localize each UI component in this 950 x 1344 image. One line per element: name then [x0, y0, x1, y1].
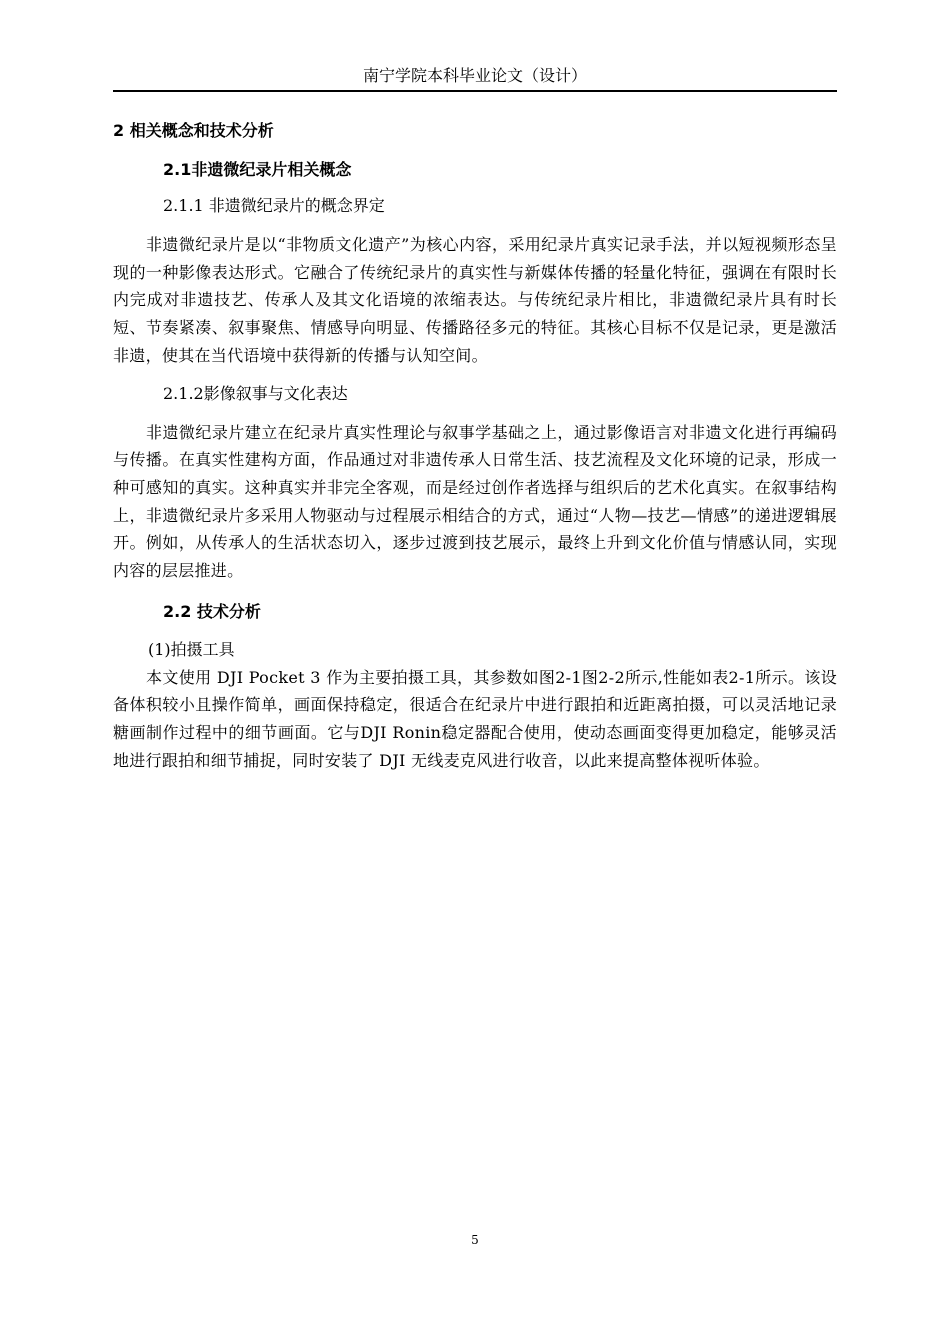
section-heading-2-1: 2.1非遗微纪录片相关概念 — [163, 160, 352, 179]
chapter-heading: 2 相关概念和技术分析 — [113, 121, 274, 140]
item-label-shooting-tools: (1)拍摄工具 — [148, 639, 235, 659]
paragraph-2-1-1: 非遗微纪录片是以“非物质文化遗产”为核心内容，采用纪录片真实记录手法，并以短视频形态呈现的一种影像表达形式。它融合了传统纪录片的真实性与新媒体传播的轻量化特征，强调在有限时长内完成对非遗技艺、传承人及其文化语境的浓缩表达。与传统纪录片相比，非遗微纪录片具有时长短、节奏紧凑、叙事聚焦、情感导向明显、传播路径多元的特征。其核心目标不仅是记录，更是激活非遗，使其在当代语境中获得新的传播与认知空间。 — [113, 235, 837, 365]
paragraph-2-1-2: 非遗微纪录片建立在纪录片真实性理论与叙事学基础之上，通过影像语言对非遗文化进行再编码与传播。在真实性建构方面，作品通过对非遗传承人日常生活、技艺流程及文化环境的记录，形成一种可感知的真实。这种真实并非完全客观，而是经过创作者选择与组织后的艺术化真实。在叙事结构上，非遗微纪录片多采用人物驱动与过程展示相结合的方式，通过“人物—技艺—情感”的递进逻辑展开。例如，从传承人的生活状态切入，逐步过渡到技艺展示，最终上升到文化价值与情感认同，实现内容的层层推进。 — [113, 422, 837, 581]
page-number: 5 — [471, 1233, 479, 1247]
document-body — [113, 112, 837, 775]
paragraph-shooting-tools: 本文使用 DJI Pocket 3 作为主要拍摄工具，其参数如图2-1图2-2所示,性能如表2-1所示。该设备体积较小且操作简单，画面保持稳定，很适合在纪录片中进行跟拍和近距离拍摄，可以灵活地记录糖画制作过程中的细节画面。它与DJI Ronin稳定器配合使用，使动态画面变得更加稳定，能够灵活地进行跟拍和细节捕捉，同时安装了 DJI 无线麦克风进行收音，以此来提高整体视听体验。 — [113, 667, 837, 770]
header-title: 南宁学院本科毕业论文（设计） — [362, 66, 587, 85]
page-header — [113, 62, 837, 92]
subsection-heading-2-1-2: 2.1.2影像叙事与文化表达 — [163, 383, 348, 403]
subsection-heading-2-1-1: 2.1.1 非遗微纪录片的概念界定 — [163, 196, 385, 215]
section-heading-2-2: 2.2 技术分析 — [163, 601, 261, 621]
